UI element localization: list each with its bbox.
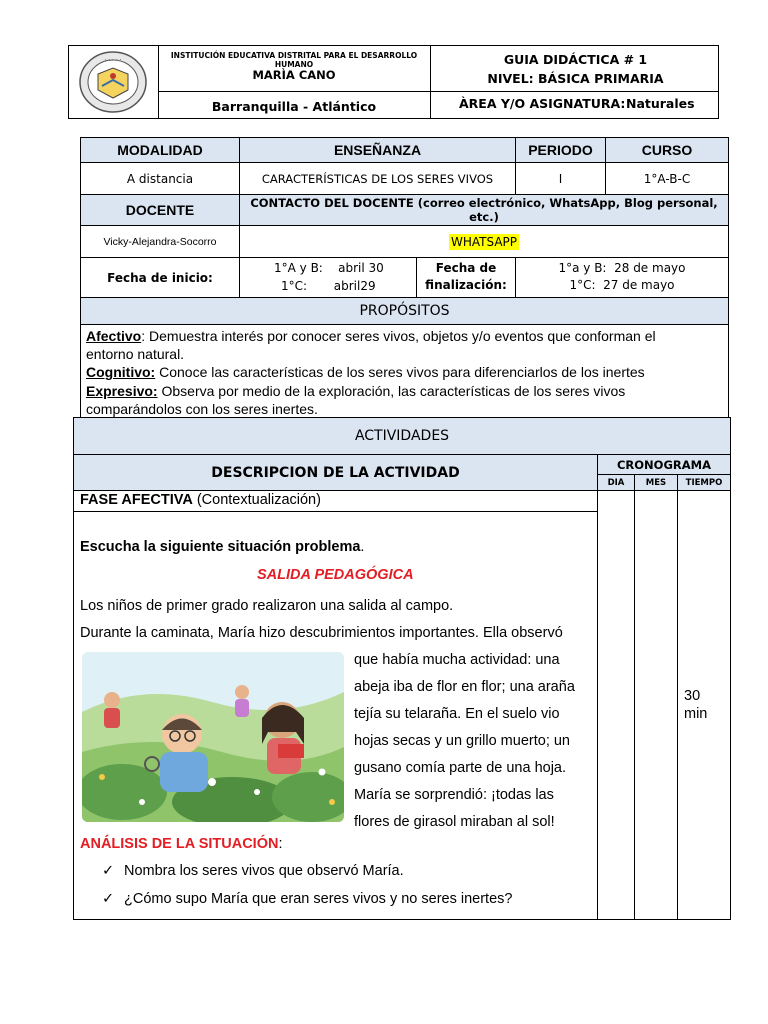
- paragraph-5: tejía su telaraña. En el suelo vio: [354, 706, 560, 722]
- analisis-colon: :: [278, 836, 283, 852]
- fecha-fin-label-1: Fecha de: [435, 261, 497, 275]
- periodo-value: I: [515, 162, 606, 195]
- check-icon: ✓: [102, 863, 115, 879]
- ensenanza-value: CARACTERÍSTICAS DE LOS SERES VIVOS: [239, 162, 516, 195]
- institution-subname: MARÌA CANO: [252, 68, 336, 82]
- afectivo-text: : Demuestra interés por conocer seres vivos, objetos y/o eventos que conforman el: [141, 328, 656, 344]
- guide-title: GUIA DIDÁCTICA # 1: [503, 51, 648, 67]
- contacto-header: CONTACTO DEL DOCENTE (correo electrónico, WhatsApp, Blog personal, etc.): [239, 194, 729, 226]
- curso-header: CURSO: [605, 137, 729, 163]
- level: NIVEL: BÁSICA PRIMARIA: [487, 70, 664, 86]
- docente-value: Vicky-Alejandra-Socorro: [80, 225, 240, 258]
- curso-value: 1°A-B-C: [605, 162, 729, 195]
- salida-title: SALIDA PEDAGÓGICA: [257, 567, 414, 583]
- tiempo-value: [684, 687, 707, 723]
- expresivo-label: Expresivo:: [86, 382, 158, 399]
- paragraph-7: gusano comía parte de una hoja.: [354, 760, 567, 776]
- escucha-text: Escucha la siguiente situación problema: [80, 539, 361, 555]
- fecha-fin-label-cell: [416, 257, 516, 298]
- fase-divider: [73, 511, 598, 512]
- docente-header: DOCENTE: [80, 194, 240, 226]
- afectivo-label: Afectivo: [86, 328, 142, 344]
- cronograma-header: CRONOGRAMA: [597, 454, 731, 475]
- propositos-text: [86, 327, 726, 418]
- inicio-line-1: 1°A y B: abril 30: [274, 261, 384, 275]
- paragraph-9: flores de girasol miraban al sol!: [354, 814, 555, 830]
- dia-header: DIA: [597, 474, 635, 491]
- school-crest-icon: [78, 50, 148, 114]
- mes-body: [634, 490, 678, 920]
- periodo-header: PERIODO: [515, 137, 606, 163]
- afectivo-text-2: entorno natural.: [86, 346, 185, 363]
- cognitivo-text: Conoce las características de los seres vivos para diferenciarlos de los inertes: [155, 364, 645, 381]
- question-2: [102, 891, 512, 907]
- tiempo-value-1: 30: [684, 688, 701, 704]
- question-1: [102, 863, 404, 879]
- mes-header: MES: [634, 474, 678, 491]
- header-divider: [158, 45, 159, 119]
- expresivo-text-2: comparándolos con los seres inertes.: [86, 400, 318, 417]
- paragraph-1: Los niños de primer grado realizaron una salida al campo.: [80, 598, 454, 614]
- expresivo-text: Observa por medio de la exploración, las características de los seres vivos: [157, 382, 626, 399]
- fecha-inicio-label: Fecha de inicio:: [80, 257, 240, 298]
- fecha-fin-label-2: finalización:: [425, 278, 507, 292]
- actividades-title: ACTIVIDADES: [73, 417, 731, 455]
- subject-value: Naturales: [626, 96, 695, 111]
- paragraph-3: que había mucha actividad: una: [354, 652, 560, 668]
- fecha-fin-cell: [515, 257, 729, 298]
- paragraph-8: María se sorprendió: ¡todas las: [354, 787, 554, 803]
- field-trip-illustration: [82, 652, 344, 822]
- contacto-value: WHATSAPP: [450, 234, 518, 249]
- analisis-title: ANÁLISIS DE LA SITUACIÓN: [80, 836, 279, 852]
- check-icon: ✓: [102, 891, 115, 907]
- cognitivo-label: Cognitivo:: [86, 364, 156, 381]
- header-divider: [158, 91, 719, 92]
- question-1-text: Nombra los seres vivos que observó María.: [124, 863, 404, 879]
- question-2-text: ¿Cómo supo María que eran seres vivos y no seres inertes?: [124, 891, 513, 907]
- escucha-dot: .: [360, 539, 365, 555]
- modalidad-value: A distancia: [80, 162, 240, 195]
- fin-line-1: 1°a y B: 28 de mayo: [558, 261, 686, 275]
- analisis-line: [80, 836, 282, 852]
- propositos-title: PROPÓSITOS: [80, 297, 729, 325]
- svg-text:· · · · ·: · · · · ·: [104, 57, 122, 64]
- contacto-cell: [239, 225, 729, 258]
- location: Barranquilla - Atlántico: [211, 98, 377, 114]
- ensenanza-header: ENSEÑANZA: [239, 137, 516, 163]
- tiempo-header: TIEMPO: [677, 474, 731, 491]
- tiempo-value-2: min: [684, 706, 708, 722]
- descripcion-header: DESCRIPCION DE LA ACTIVIDAD: [73, 454, 598, 491]
- inicio-line-2: 1°C: abril29: [281, 279, 376, 293]
- fase-line: [80, 492, 321, 508]
- fecha-inicio-cell: [239, 257, 417, 298]
- subject-label: ÀREA Y/O ASIGNATURA:: [459, 96, 626, 111]
- fase-sub: (Contextualización): [192, 492, 321, 508]
- fase-label: FASE AFECTIVA: [80, 492, 193, 508]
- paragraph-2: Durante la caminata, María hizo descubrimientos importantes. Ella observó: [80, 625, 563, 641]
- dia-body: [597, 490, 635, 920]
- institution-name: INSTITUCIÓN EDUCATIVA DISTRITAL PARA EL DESARROLLO HUMANO: [170, 51, 418, 69]
- header-divider: [430, 45, 431, 119]
- modalidad-header: MODALIDAD: [80, 137, 240, 163]
- paragraph-6: hojas secas y un grillo muerto; un: [354, 733, 570, 749]
- paragraph-4: abeja iba de flor en flor; una araña: [354, 679, 575, 695]
- fin-line-2: 1°C: 27 de mayo: [569, 278, 675, 292]
- escucha-line: [80, 539, 364, 555]
